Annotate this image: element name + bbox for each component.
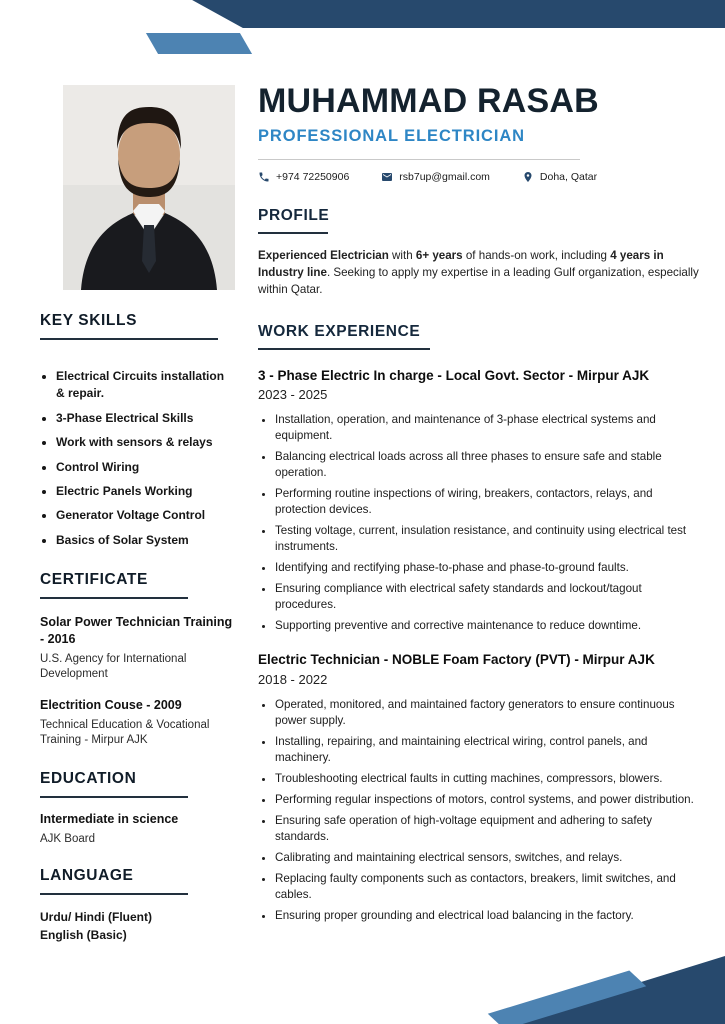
experience-bullet: • Troubleshooting electrical faults in cutting machines, compressors, blowers. <box>275 771 705 787</box>
skill-item: • Generator Voltage Control <box>56 507 236 524</box>
profile-heading: PROFILE <box>258 206 330 224</box>
experience-bullet: • Calibrating and maintaining electrical sensors, switches, and relays. <box>275 850 705 866</box>
certificate-entry <box>40 697 236 748</box>
contact-row <box>258 171 705 183</box>
certificate-issuer: Technical Education & Vocational Training - Mirpur AJK <box>40 718 210 746</box>
language-item: English (Basic) <box>40 927 127 942</box>
experience-bullet: • Performing regular inspections of motors, control systems, and power distribution. <box>275 792 705 808</box>
experience-bullet: • Operated, monitored, and maintained factory generators to ensure continuous power supply. <box>275 697 705 729</box>
job-entry <box>258 651 705 923</box>
top-blue-parallelogram <box>146 33 252 54</box>
main-content <box>258 84 705 929</box>
contact-email-text: rsb7up@gmail.com <box>399 170 490 183</box>
certificate-heading: CERTIFICATE <box>40 571 148 589</box>
skill-item: • Basics of Solar System <box>56 532 236 549</box>
experience-bullet: • Performing routine inspections of wiring, breakers, contactors, relays, and protection devices. <box>275 486 705 518</box>
job-bullet-list <box>258 697 705 924</box>
person-silhouette <box>63 85 235 290</box>
experience-bullet: • Ensuring compliance with electrical safety standards and lockout/tagout procedures. <box>275 581 705 613</box>
candidate-title: PROFESSIONAL ELECTRICIAN <box>258 126 525 145</box>
key-skills-heading: KEY SKILLS <box>40 312 138 329</box>
certificate-entry <box>40 614 236 682</box>
experience-bullet: • Balancing electrical loads across all three phases to ensure safe and stable operation. <box>275 449 705 481</box>
profile-photo <box>63 85 235 290</box>
profile-text <box>258 247 705 299</box>
top-navy-band <box>0 0 725 28</box>
experience-bullet: • Identifying and rectifying phase-to-phase and phase-to-ground faults. <box>275 560 705 576</box>
certificate-title: Electrition Couse - 2009 <box>40 697 182 712</box>
work-experience-section <box>258 323 705 924</box>
profile-rule <box>258 232 328 234</box>
certificate-title: Solar Power Technician Training - 2016 <box>40 615 233 646</box>
certificate-section <box>40 571 236 747</box>
key-skills-section <box>40 312 236 549</box>
location-pin-icon <box>522 171 534 183</box>
job-title: Electric Technician - NOBLE Foam Factory (PVT) - Mirpur AJK <box>258 652 655 668</box>
skill-item: • 3-Phase Electrical Skills <box>56 410 236 427</box>
job-entry <box>258 367 705 634</box>
education-rule <box>40 796 188 798</box>
education-heading: EDUCATION <box>40 769 137 787</box>
experience-bullet: • Supporting preventive and corrective maintenance to reduce downtime. <box>275 618 705 634</box>
profile-text-segment: with <box>388 248 416 262</box>
email-icon <box>381 171 393 183</box>
profile-text-segment: Experienced Electrician <box>258 248 389 262</box>
key-skills-rule <box>40 338 218 340</box>
education-section <box>40 770 236 845</box>
certificate-rule <box>40 597 188 599</box>
work-experience-rule <box>258 348 430 350</box>
key-skills-list <box>40 368 236 549</box>
experience-bullet: • Ensuring safe operation of high-voltage equipment and adhering to safety standards. <box>275 813 705 845</box>
language-rule <box>40 893 188 895</box>
experience-bullet: • Installation, operation, and maintenance of 3-phase electrical systems and equipment. <box>275 412 705 444</box>
profile-text-segment: 6+ years <box>415 248 463 262</box>
experience-bullet: • Installing, repairing, and maintaining electrical wiring, control panels, and machinery. <box>275 734 705 766</box>
contact-location-text: Doha, Qatar <box>539 170 598 183</box>
skill-item: • Electric Panels Working <box>56 483 236 500</box>
experience-bullet: • Ensuring proper grounding and electrical load balancing in the factory. <box>275 908 705 924</box>
contact-phone <box>258 171 349 183</box>
contact-email <box>381 171 490 183</box>
language-item: Urdu/ Hindi (Fluent) <box>40 909 152 924</box>
certificate-issuer: U.S. Agency for International Development <box>40 652 187 680</box>
profile-section <box>258 207 705 299</box>
skill-item: • Work with sensors & relays <box>56 434 236 451</box>
skill-item: • Electrical Circuits installation & repair. <box>56 368 236 403</box>
profile-text-segment: of hands-on work, including <box>462 248 611 262</box>
language-heading: LANGUAGE <box>40 866 134 884</box>
contact-location <box>522 171 597 183</box>
header-divider <box>258 159 580 160</box>
job-dates: 2023 - 2025 <box>258 387 328 403</box>
language-list <box>40 908 236 944</box>
language-section <box>40 867 236 944</box>
education-degree: Intermediate in science <box>40 811 179 826</box>
education-institution: AJK Board <box>40 832 95 845</box>
job-bullet-list <box>258 412 705 634</box>
job-dates: 2018 - 2022 <box>258 671 328 687</box>
job-title: 3 - Phase Electric In charge - Local Govt. Sector - Mirpur AJK <box>258 367 650 383</box>
profile-text-segment: . Seeking to apply my expertise in a leading Gulf organization, especially within Qatar. <box>258 266 699 297</box>
experience-bullet: • Replacing faulty components such as contactors, breakers, limit switches, and cables. <box>275 871 705 903</box>
phone-icon <box>258 171 270 183</box>
contact-phone-text: +974 72250906 <box>276 170 350 183</box>
skill-item: • Control Wiring <box>56 459 236 476</box>
work-experience-heading: WORK EXPERIENCE <box>258 322 421 340</box>
candidate-name: MUHAMMAD RASAB <box>258 82 599 120</box>
experience-bullet: • Testing voltage, current, insulation resistance, and continuity using electrical test instruments. <box>275 523 705 555</box>
sidebar <box>40 85 236 944</box>
profile-text-segment: 4 years in Industry line <box>258 248 664 280</box>
